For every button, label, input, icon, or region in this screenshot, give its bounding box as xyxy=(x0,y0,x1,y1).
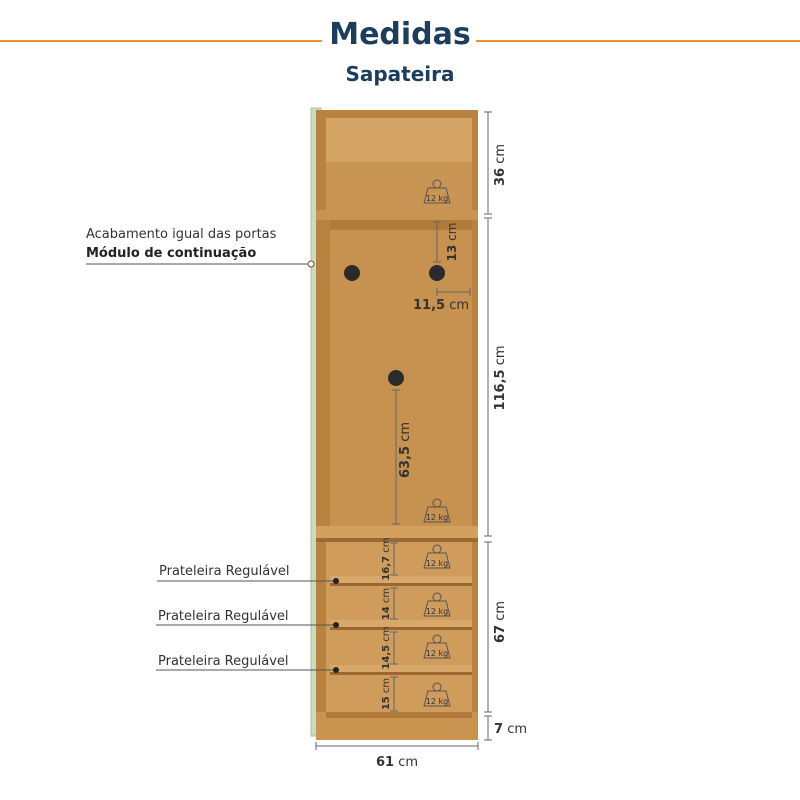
dim-shelf-gap-4-label: 15 cm xyxy=(381,677,392,711)
dim-hook-spacing-label: 13 cm xyxy=(445,222,459,262)
svg-text:12 kg: 12 kg xyxy=(425,649,449,658)
shelf-callout-1-label: Prateleira Regulável xyxy=(159,564,290,579)
dim-middle-height-label: 116,5 cm xyxy=(493,345,508,411)
svg-text:12 kg: 12 kg xyxy=(425,607,449,616)
dim-hook-offset-label: 11,5 cm xyxy=(412,298,470,313)
dim-base-height-label: 7 cm xyxy=(494,722,527,737)
shelf-callout-2-label: Prateleira Regulável xyxy=(158,609,289,624)
finish-callout xyxy=(86,227,314,267)
dim-shelf-gap-3-label: 14,5 cm xyxy=(381,626,392,670)
dim-shelf-gap-1-label: 16,7 cm xyxy=(381,537,392,581)
page-subtitle: Sapateira xyxy=(345,62,455,86)
svg-text:12 kg: 12 kg xyxy=(425,559,449,568)
svg-text:12 kg: 12 kg xyxy=(425,194,449,203)
dim-top-height-label: 36 cm xyxy=(493,143,508,187)
finish-callout-line2: Módulo de continuação xyxy=(86,246,257,261)
dim-hook-low-label: 63,5 cm xyxy=(398,421,413,479)
cabinet-body xyxy=(316,110,478,740)
shelf-callout-3-label: Prateleira Regulável xyxy=(158,654,289,669)
svg-text:12 kg: 12 kg xyxy=(425,697,449,706)
dim-bottom-height-label: 67 cm xyxy=(493,600,508,644)
svg-text:12 kg: 12 kg xyxy=(425,513,449,522)
page-title: Medidas xyxy=(329,17,471,52)
dim-shelf-gap-2-label: 14 cm xyxy=(381,587,392,621)
hook-low xyxy=(388,370,404,386)
dim-width-label: 61 cm xyxy=(375,755,419,770)
hook-right xyxy=(429,265,445,281)
finish-callout-line1: Acabamento igual das portas xyxy=(86,227,277,242)
hook-left xyxy=(344,265,360,281)
